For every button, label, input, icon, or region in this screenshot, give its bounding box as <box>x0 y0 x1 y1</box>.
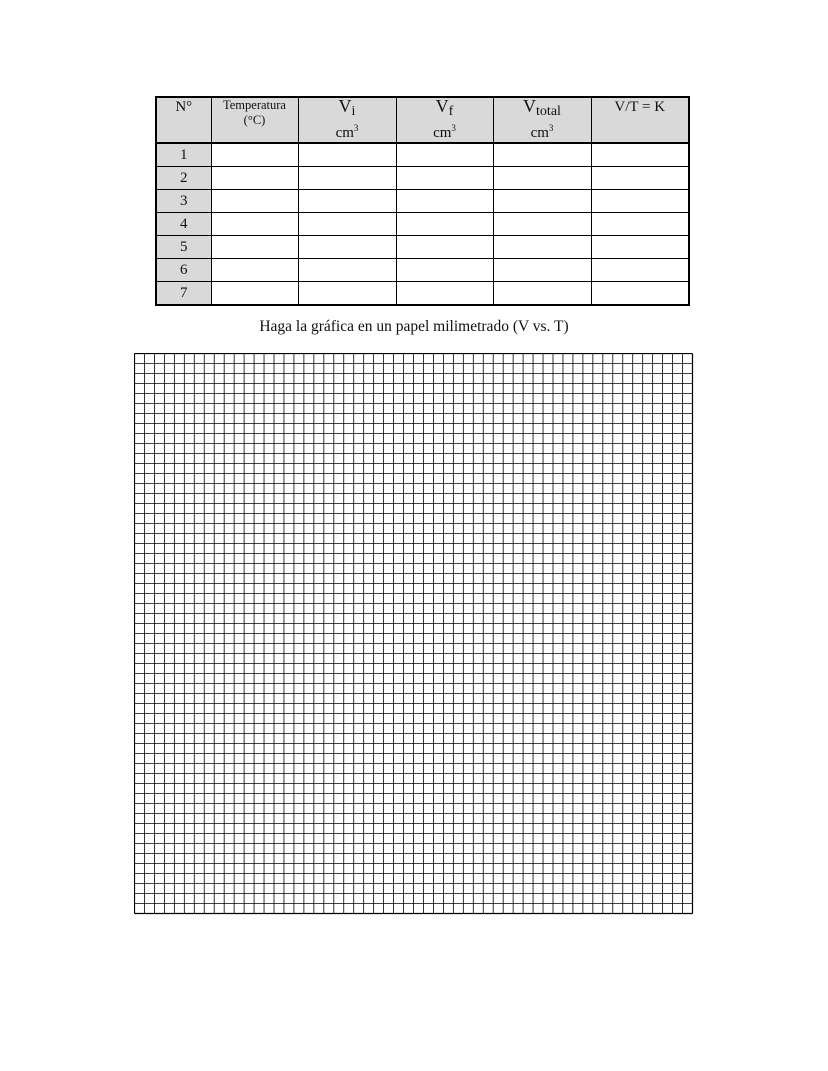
row-number: 7 <box>156 282 211 306</box>
cell-temperature[interactable] <box>211 143 298 167</box>
table-row <box>156 190 689 213</box>
header-temperature <box>211 97 298 143</box>
cell-ratio[interactable] <box>591 259 689 282</box>
cell-ratio[interactable] <box>591 236 689 259</box>
cell-temperature[interactable] <box>211 167 298 190</box>
cell-vtotal[interactable] <box>493 282 591 306</box>
row-number: 2 <box>156 167 211 190</box>
table-row <box>156 236 689 259</box>
cell-ratio[interactable] <box>591 190 689 213</box>
header-vtotal: Vtotal $cm^3$ <box>493 97 591 143</box>
cell-vf[interactable] <box>396 167 493 190</box>
table-header-row <box>156 97 689 143</box>
cell-vtotal[interactable] <box>493 190 591 213</box>
header-temperature-unit: (°C) <box>243 113 266 127</box>
cell-vf[interactable] <box>396 259 493 282</box>
cell-vtotal[interactable] <box>493 143 591 167</box>
cell-ratio[interactable] <box>591 213 689 236</box>
data-table <box>155 96 690 306</box>
row-number: 5 <box>156 236 211 259</box>
cell-vf[interactable] <box>396 282 493 306</box>
cell-vi[interactable] <box>298 236 396 259</box>
cell-vtotal[interactable] <box>493 213 591 236</box>
row-number: 4 <box>156 213 211 236</box>
graph-paper[interactable] <box>134 353 694 915</box>
cell-vtotal[interactable] <box>493 167 591 190</box>
header-temperature-label: Temperatura <box>223 98 286 112</box>
cell-temperature[interactable] <box>211 259 298 282</box>
row-number: 6 <box>156 259 211 282</box>
row-number: 1 <box>156 143 211 167</box>
cell-vf[interactable] <box>396 213 493 236</box>
cell-temperature[interactable] <box>211 213 298 236</box>
cell-vi[interactable] <box>298 259 396 282</box>
row-number: 3 <box>156 190 211 213</box>
cell-vi[interactable] <box>298 143 396 167</box>
cell-temperature[interactable] <box>211 236 298 259</box>
cell-vf[interactable] <box>396 143 493 167</box>
header-vi: Vi $cm^3$ <box>298 97 396 143</box>
table-row <box>156 213 689 236</box>
cell-vtotal[interactable] <box>493 259 591 282</box>
table-row <box>156 143 689 167</box>
table-row <box>156 259 689 282</box>
cell-ratio[interactable] <box>591 282 689 306</box>
cell-vf[interactable] <box>396 236 493 259</box>
cell-vtotal[interactable] <box>493 236 591 259</box>
cell-ratio[interactable] <box>591 143 689 167</box>
cell-ratio[interactable] <box>591 167 689 190</box>
cell-vi[interactable] <box>298 167 396 190</box>
table-row <box>156 282 689 306</box>
cell-vi[interactable] <box>298 190 396 213</box>
header-vf: Vf $cm^3$ <box>396 97 493 143</box>
header-ratio: V/T = K <box>591 97 689 143</box>
cell-temperature[interactable] <box>211 282 298 306</box>
table-row <box>156 167 689 190</box>
graph-instruction: Haga la gráfica en un papel milimetrado (V vs. T) <box>259 318 569 335</box>
cell-vi[interactable] <box>298 213 396 236</box>
cell-temperature[interactable] <box>211 190 298 213</box>
header-number: N° <box>156 97 211 143</box>
cell-vi[interactable] <box>298 282 396 306</box>
cell-vf[interactable] <box>396 190 493 213</box>
